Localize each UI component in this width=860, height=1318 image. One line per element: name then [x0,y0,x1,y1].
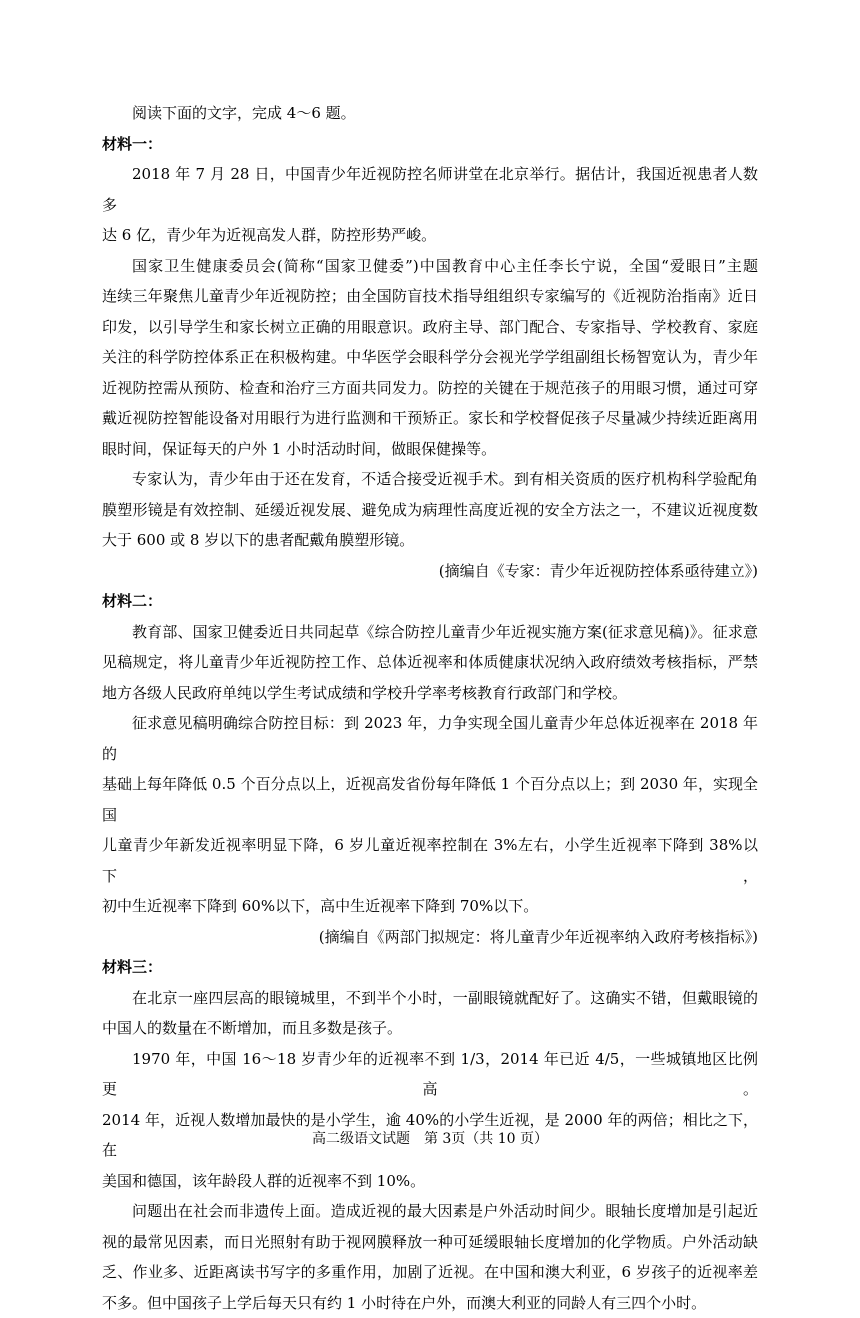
material-1-paragraph-1 [102,159,758,251]
text-line: 儿童青少年新发近视率明显下降，6 岁儿童近视率控制在 3%左右，小学生近视率下降到 38%以下， [102,830,758,891]
text-line: 见稿规定，将儿童青少年近视防控工作、总体近视率和体质健康状况纳入政府绩效考核指标，严禁 [102,647,758,678]
material-2-paragraph-2 [102,708,758,922]
material-1-paragraph-2 [102,251,758,465]
text-line: 大于 600 或 8 岁以下的患者配戴角膜塑形镜。 [102,525,758,556]
text-line: 中国人的数量在不断增加，而且多数是孩子。 [102,1013,758,1044]
text-line: 在北京一座四层高的眼镜城里，不到半个小时，一副眼镜就配好了。这确实不错，但戴眼镜的 [102,983,758,1014]
text-line: 美国和德国，该年龄段人群的近视率不到 10%。 [102,1166,758,1197]
text-line: 问题出在社会而非遗传上面。造成近视的最大因素是户外活动时间少。眼轴长度增加是引起近 [102,1196,758,1227]
text-line: 近视防控需从预防、检查和治疗三方面共同发力。防控的关键在于规范孩子的用眼习惯，通过可穿 [102,373,758,404]
text-line: 基础上每年降低 0.5 个百分点以上，近视高发省份每年降低 1 个百分点以上；到 2030 年，实现全国 [102,769,758,830]
text-line: 2014 年，近视人数增加最快的是小学生，逾 40%的小学生近视，是 2000 年的两倍；相比之下，在 [102,1105,758,1166]
material-2-heading: 材料二： [102,586,758,617]
text-line: 1970 年，中国 16～18 岁青少年的近视率不到 1/3，2014 年已近 4/5，一些城镇地区比例更高。 [102,1044,758,1105]
material-2-paragraph-1 [102,617,758,709]
text-line: 征求意见稿明确综合防控目标：到 2023 年，力争实现全国儿童青少年总体近视率在 2018 年的 [102,708,758,769]
text-line: 膜塑形镜是有效控制、延缓近视发展、避免成为病理性高度近视的安全方法之一，不建议近视度数 [102,495,758,526]
text-line: 教育部、国家卫健委近日共同起草《综合防控儿童青少年近视实施方案(征求意见稿)》。征求意 [102,617,758,648]
text-line: 不多。但中国孩子上学后每天只有约 1 小时待在户外，而澳大利亚的同龄人有三四个小时。 [102,1288,758,1318]
reading-instruction: 阅读下面的文字，完成 4～6 题。 [102,98,758,129]
material-1-heading: 材料一： [102,129,758,160]
text-line: 关注的科学防控体系正在积极构建。中华医学会眼科学分会视光学学组副组长杨智宽认为，青少年 [102,342,758,373]
material-1-paragraph-3 [102,464,758,556]
material-3-paragraph-3 [102,1196,758,1318]
text-line: 地方各级人民政府单纯以学生考试成绩和学校升学率考核教育行政部门和学校。 [102,678,758,709]
text-line: 戴近视防控智能设备对用眼行为进行监测和干预矫正。家长和学校督促孩子尽量减少持续近距离用 [102,403,758,434]
text-line: 专家认为，青少年由于还在发育，不适合接受近视手术。到有相关资质的医疗机构科学验配角 [102,464,758,495]
text-line: 眼时间，保证每天的户外 1 小时活动时间，做眼保健操等。 [102,434,758,465]
page-footer: 高二级语文试题 第 3页（共 10 页） [0,1128,860,1148]
material-3-heading: 材料三： [102,952,758,983]
material-3-paragraph-1 [102,983,758,1044]
material-3-paragraph-2 [102,1044,758,1197]
text-line: 乏、作业多、近距离读书写字的多重作用，加剧了近视。在中国和澳大利亚，6 岁孩子的近视率差 [102,1257,758,1288]
text-line: 2018 年 7 月 28 日，中国青少年近视防控名师讲堂在北京举行。据估计，我国近视患者人数多 [102,159,758,220]
text-line: 印发，以引导学生和家长树立正确的用眼意识。政府主导、部门配合、专家指导、学校教育、家庭 [102,312,758,343]
text-line: 视的最常见因素，而日光照射有助于视网膜释放一种可延缓眼轴长度增加的化学物质。户外活动缺 [102,1227,758,1258]
material-2-source: (摘编自《两部门拟规定：将儿童青少年近视率纳入政府考核指标》) [102,922,758,953]
text-line: 国家卫生健康委员会(简称“国家卫健委”)中国教育中心主任李长宁说，全国“爱眼日”主题 [102,251,758,282]
text-line: 连续三年聚焦儿童青少年近视防控；由全国防盲技术指导组组织专家编写的《近视防治指南》近日 [102,281,758,312]
text-line: 达 6 亿，青少年为近视高发人群，防控形势严峻。 [102,220,758,251]
material-1-source: (摘编自《专家：青少年近视防控体系亟待建立》) [102,556,758,587]
text-line: 初中生近视率下降到 60%以下，高中生近视率下降到 70%以下。 [102,891,758,922]
